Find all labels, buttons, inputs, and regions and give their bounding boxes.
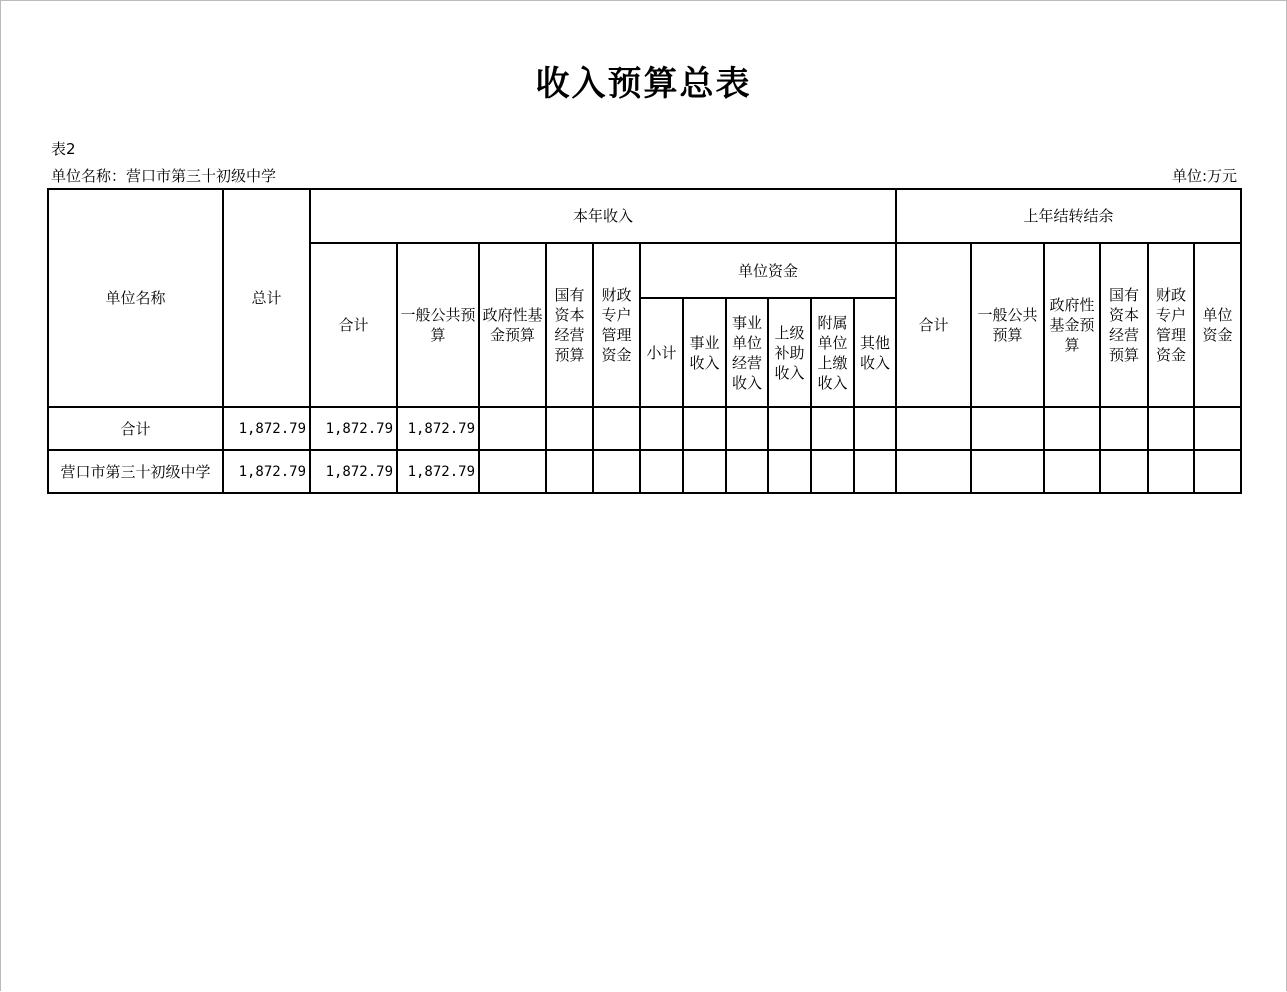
- empty-cell: [971, 407, 1044, 450]
- page-title: 收入预算总表: [535, 64, 752, 104]
- header-prior-state-capital: 国有资本经营预算: [1100, 243, 1148, 407]
- row-total: 1,872.79: [223, 407, 310, 450]
- empty-cell: [811, 407, 854, 450]
- row-name: 营口市第三十初级中学: [48, 450, 223, 493]
- empty-cell: [896, 450, 971, 493]
- header-current-year-income: 本年收入: [310, 189, 896, 243]
- empty-cell: [593, 450, 640, 493]
- header-unit-name: 单位名称: [48, 189, 223, 407]
- table-row: [48, 407, 1241, 450]
- header-business-income: 事业收入: [683, 298, 726, 407]
- header-cur-subtotal: 合计: [310, 243, 397, 407]
- header-cur-general-public: 一般公共预算: [397, 243, 479, 407]
- empty-cell: [593, 407, 640, 450]
- header-unit-funds-subtotal: 小计: [640, 298, 683, 407]
- row-cur-subtotal: 1,872.79: [310, 407, 397, 450]
- row-name: 合计: [48, 407, 223, 450]
- empty-cell: [768, 450, 811, 493]
- header-cur-state-capital: 国有资本经营预算: [546, 243, 593, 407]
- header-higher-subsidy-income: 上级补助收入: [768, 298, 811, 407]
- header-cur-unit-funds: 单位资金: [640, 243, 896, 298]
- header-prior-general-public: 一般公共预算: [971, 243, 1044, 407]
- empty-cell: [479, 450, 546, 493]
- empty-cell: [640, 407, 683, 450]
- empty-cell: [811, 450, 854, 493]
- header-cur-gov-fund: 政府性基金预算: [479, 243, 546, 407]
- empty-cell: [1148, 450, 1194, 493]
- empty-cell: [1100, 450, 1148, 493]
- empty-cell: [726, 407, 768, 450]
- empty-cell: [971, 450, 1044, 493]
- header-prior-gov-fund: 政府性基金预算: [1044, 243, 1100, 407]
- row-total: 1,872.79: [223, 450, 310, 493]
- empty-cell: [1044, 450, 1100, 493]
- table-number: 表2: [51, 140, 76, 158]
- header-prior-subtotal: 合计: [896, 243, 971, 407]
- header-affiliated-remit-income: 附属单位上缴收入: [811, 298, 854, 407]
- unit-name-line: 单位名称：营口市第三十初级中学: [51, 167, 277, 185]
- empty-cell: [854, 450, 896, 493]
- empty-cell: [683, 450, 726, 493]
- empty-cell: [479, 407, 546, 450]
- row-cur-subtotal: 1,872.79: [310, 450, 397, 493]
- empty-cell: [1044, 407, 1100, 450]
- empty-cell: [640, 450, 683, 493]
- row-cur-general-public: 1,872.79: [397, 407, 479, 450]
- currency-unit: 单位:万元: [1171, 167, 1237, 185]
- empty-cell: [726, 450, 768, 493]
- income-budget-table: [47, 188, 1242, 494]
- row-cur-general-public: 1,872.79: [397, 450, 479, 493]
- header-prior-year-carryover: 上年结转结余: [896, 189, 1241, 243]
- empty-cell: [854, 407, 896, 450]
- empty-cell: [546, 407, 593, 450]
- empty-cell: [1194, 407, 1241, 450]
- empty-cell: [546, 450, 593, 493]
- empty-cell: [683, 407, 726, 450]
- empty-cell: [1148, 407, 1194, 450]
- header-other-income: 其他收入: [854, 298, 896, 407]
- header-prior-fiscal-special: 财政专户管理资金: [1148, 243, 1194, 407]
- header-cur-fiscal-special: 财政专户管理资金: [593, 243, 640, 407]
- header-prior-unit-funds: 单位资金: [1194, 243, 1241, 407]
- empty-cell: [1100, 407, 1148, 450]
- header-total: 总计: [223, 189, 310, 407]
- empty-cell: [1194, 450, 1241, 493]
- table-row: [48, 450, 1241, 493]
- header-unit-operating-income: 事业单位经营收入: [726, 298, 768, 407]
- empty-cell: [896, 407, 971, 450]
- empty-cell: [768, 407, 811, 450]
